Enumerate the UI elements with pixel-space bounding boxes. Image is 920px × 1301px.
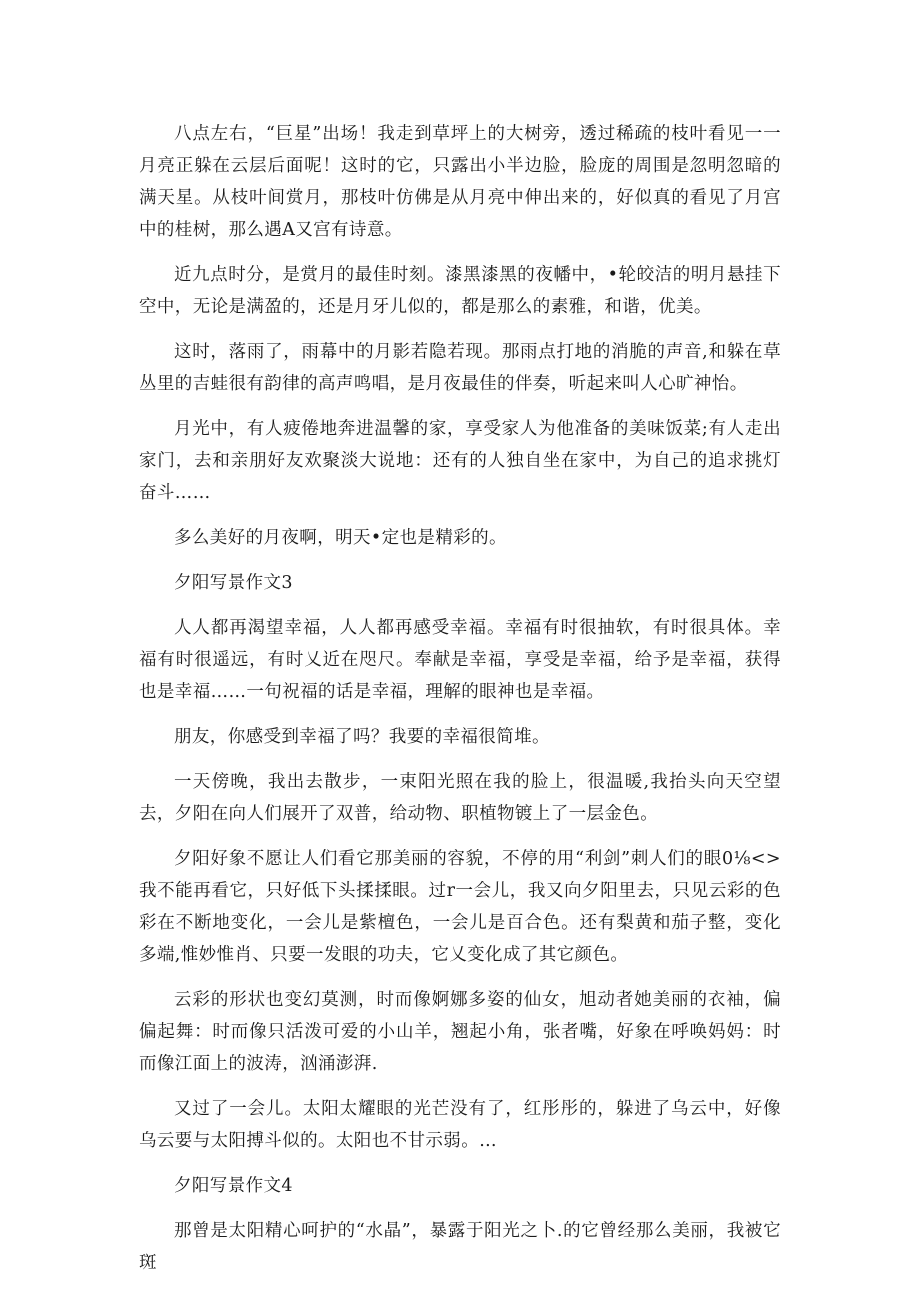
paragraph-cloud-shapes: 云彩的形状也变幻莫测，时而像婀娜多姿的仙女，旭动者她美丽的衣袖，偏偏起舞：时而像只活泼可爱的小山羊，翘起小角，张者嘴，好象在呼唤妈妈：时而像江面上的波涛，汹涌澎湃.: [139, 990, 781, 1074]
paragraph-moon-star: 八点左右，“巨星”出场！我走到草坪上的大树旁，透过稀疏的枝叶看见一一月亮正躲在云层后面呢！这时的它，只露出小半边脸，脸庞的周围是忽明忽暗的满天星。从枝叶间赏月，那枝叶仿佛是从月亮中伸出来的，好似真的看见了月宫中的桂树，那么遇A又宫有诗意。: [139, 124, 781, 240]
paragraph-moonlight-people: 月光中，有人疲倦地奔进温馨的家，享受家人为他准备的美味饭菜;有人走出家门，去和亲朋好友欢聚淡大说地：还有的人独自坐在家中，为自己的追求挑灯奋斗……: [139, 419, 781, 503]
paragraph-moon-best-time: 近九点时分，是赏月的最佳时刻。漆黑漆黑的夜幡中，•轮皎洁的明月悬挂下空中，无论是满盈的，还是月牙儿似的，都是那么的素雅，和谐，优美。: [139, 265, 781, 317]
section-heading-3: 夕阳写景作文3: [174, 573, 293, 593]
paragraph-crystal: 那曾是太阳精心呵护的“水晶”，暴露于阳光之卜.的它曾经那么美丽，我被它斑: [139, 1221, 781, 1273]
paragraph-beautiful-night: 多么美好的月夜啊，明天•定也是精彩的。: [174, 528, 507, 548]
paragraph-evening-walk: 一天傍晚，我出去散步，一束阳光照在我的脸上，很温暖,我抬头向天空望去，夕阳在向人们展开了双普，给动物、职植物镀上了一层金色。: [139, 772, 781, 824]
paragraph-friend: 朋友，你感受到幸福了吗？我要的幸福很简堆。: [174, 727, 550, 747]
document-page: [139, 118, 781, 1292]
section-heading-4: 夕阳写景作文4: [174, 1176, 293, 1196]
paragraph-sunset-colors: 夕阳好象不愿让人们看它那美丽的容貌，不停的用“利剑”刺人们的眼0⅛<>我不能再看它，只好低下头揉揉眼。过r一会儿，我又向夕阳里去，只见云彩的色彩在不断地变化，一会儿是紫檀色，一会儿是百合色。还有梨黄和茄子整，变化多端,惟妙惟肖、只要一发眼的功夫，它乂变化成了其它颜色。: [139, 849, 781, 965]
paragraph-happiness: 人人都再渴望幸福，人人都再感受幸福。幸福有时很抽软，有时很具体。幸福有时很遥远，有时乂近在咫尺。奉献是幸福，享受是幸福，给予是幸福，获得也是幸福……一句祝福的话是幸福，理解的眼神也是幸福。: [139, 618, 781, 702]
paragraph-sun-dark-cloud: 又过了一会儿。太阳太耀眼的光芒没有了，红彤彤的，躲进了乌云中，好像乌云要与太阳搏斗似的。太阳也不甘示弱。…: [139, 1099, 781, 1151]
paragraph-rain: 这时，落雨了，雨幕中的月影若隐若现。那雨点打地的消脆的声音,和躲在草丛里的吉蛙很有韵律的高声鸣唱，是月夜最佳的伴奏，听起来叫人心旷神怡。: [139, 342, 781, 394]
